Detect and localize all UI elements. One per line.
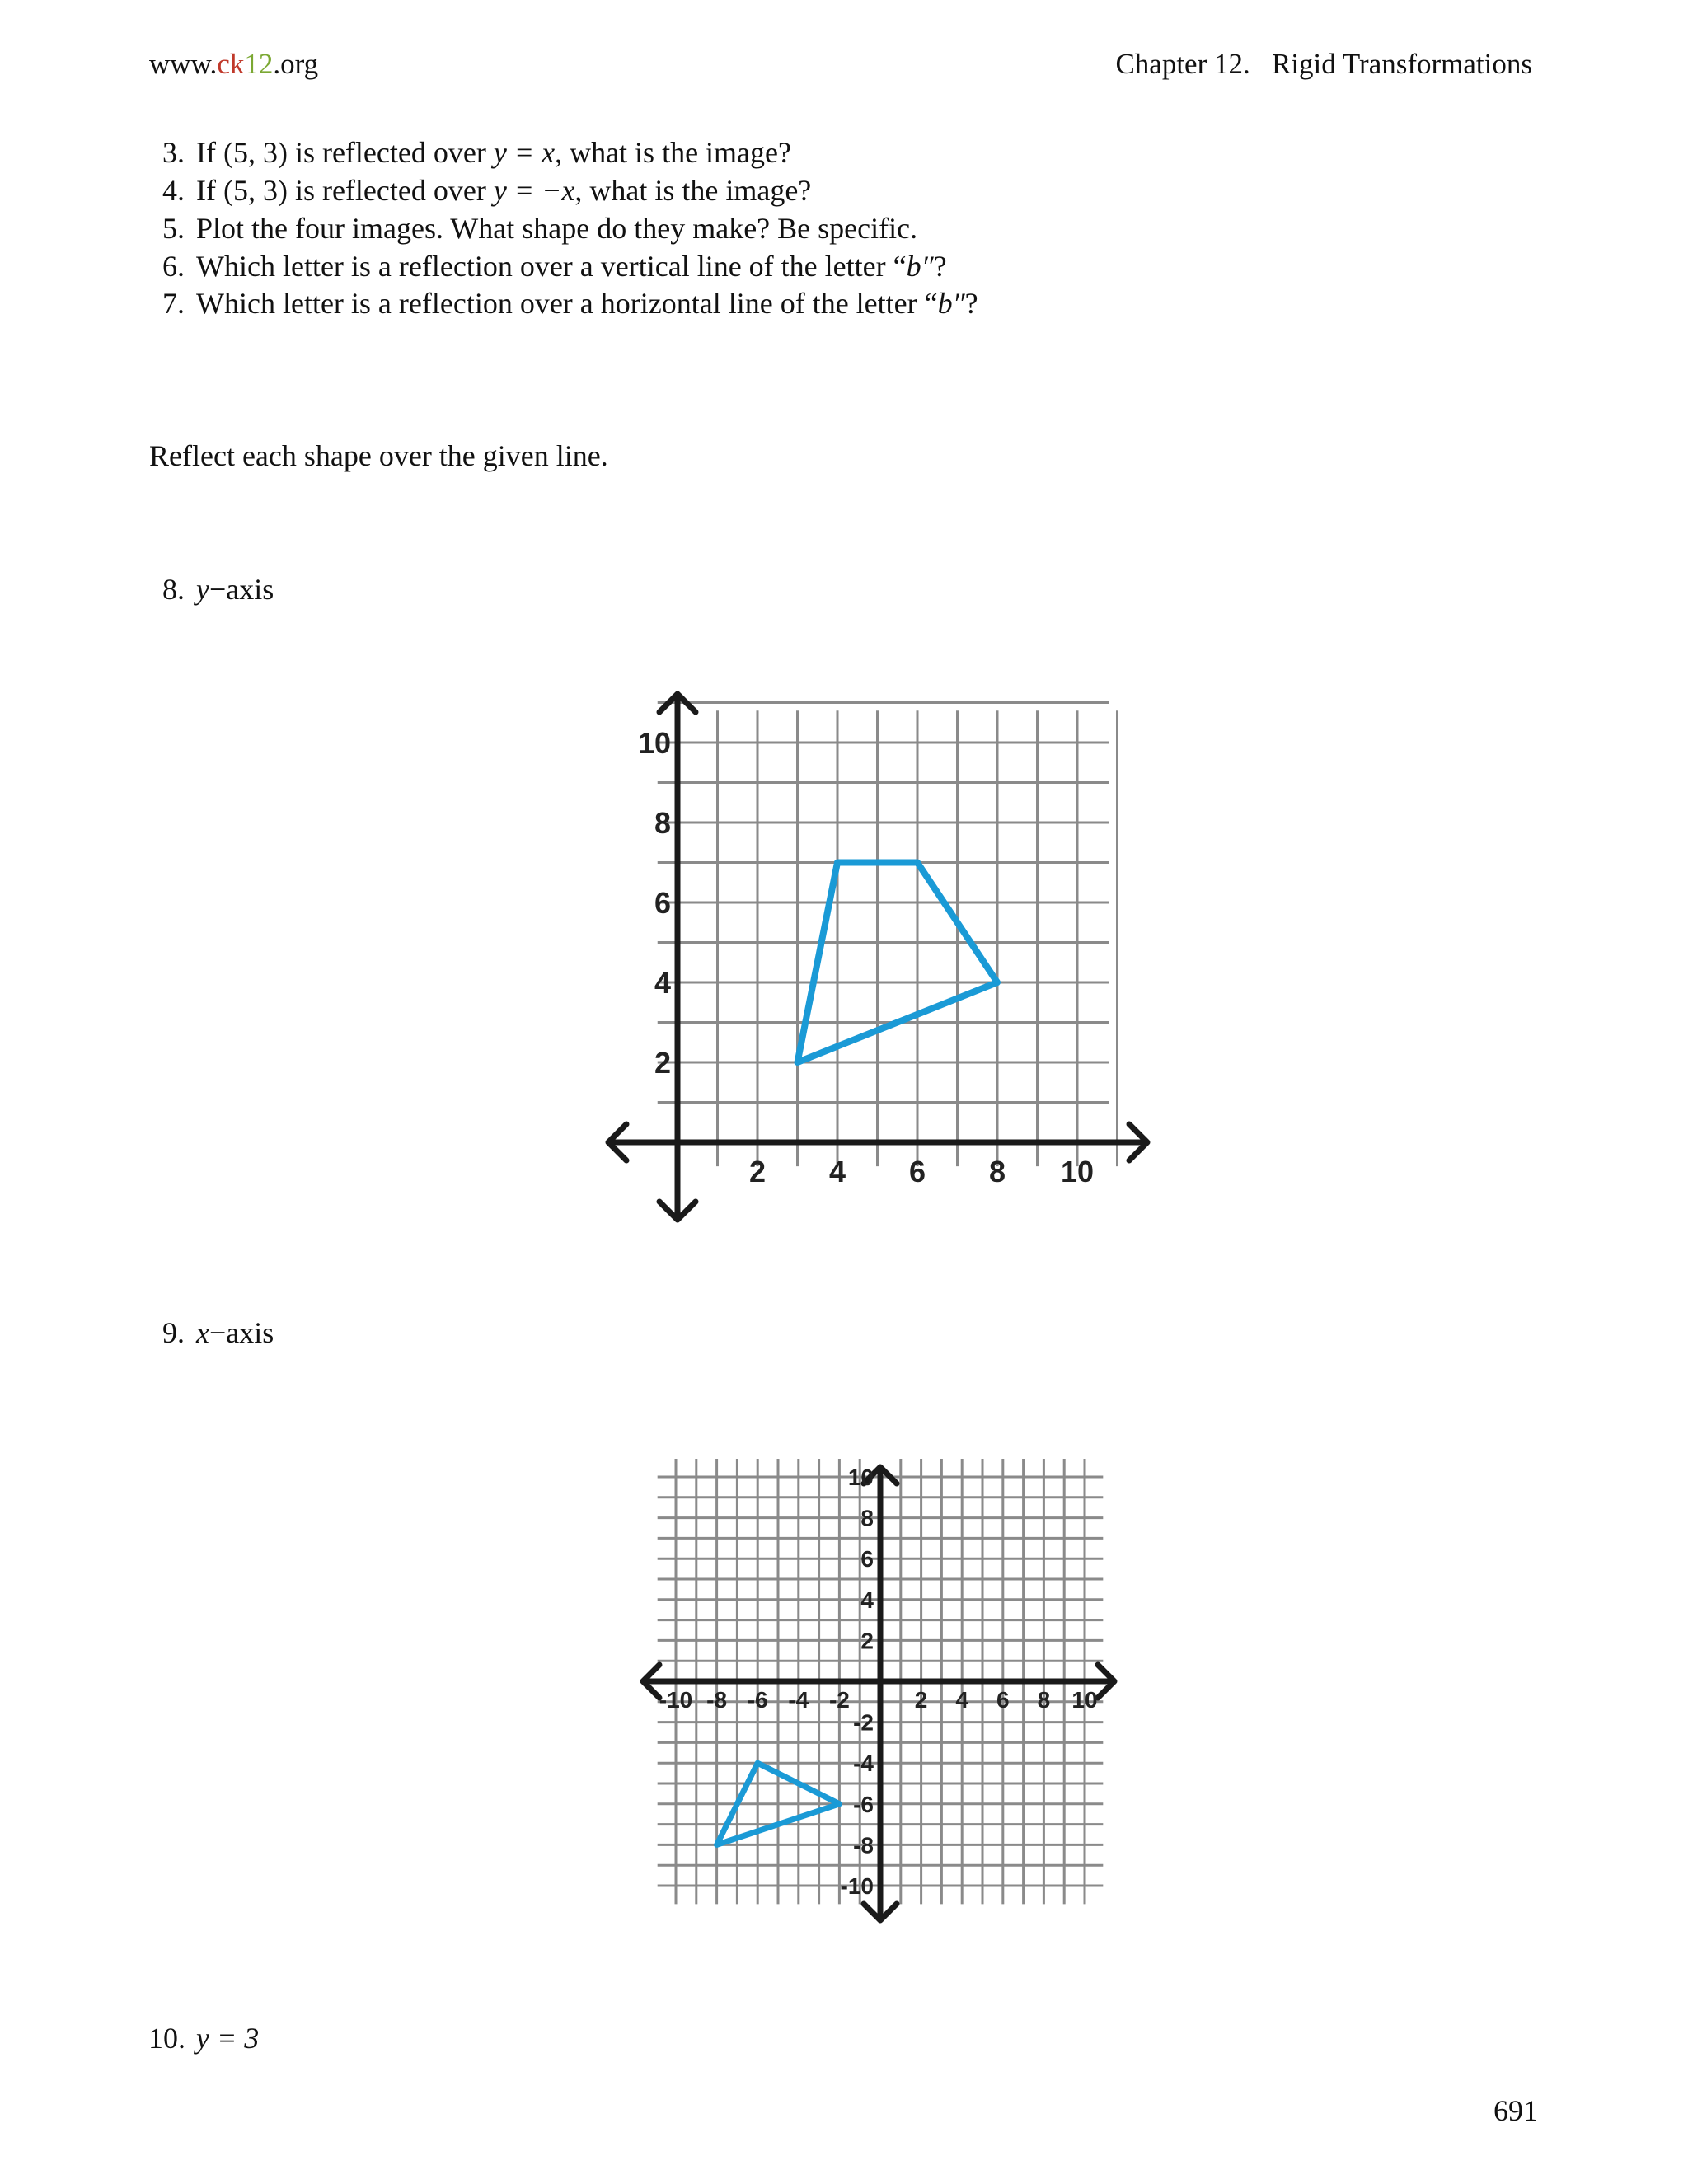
x-tick-label: -4 [788, 1687, 809, 1713]
question-text: Which letter is a reflection over a vertical line of the letter “ [196, 250, 907, 283]
question-text-end: , what is the image? [555, 136, 791, 169]
chapter-title: Rigid Transformations [1271, 48, 1532, 80]
x-tick-label: -8 [706, 1687, 728, 1713]
question-number: 3. [162, 136, 185, 169]
question-text: −axis [209, 573, 274, 606]
site-suffix: .org [273, 48, 319, 80]
x-tick-label: 6 [996, 1687, 1010, 1713]
quadrilateral-shape [798, 863, 998, 1063]
x-tick-label: 6 [908, 1155, 926, 1188]
question-number: 8. [162, 573, 185, 606]
y-tick-label: 6 [860, 1546, 874, 1572]
question-math: y = 3 [196, 2022, 260, 2055]
x-tick-label: 10 [1060, 1155, 1095, 1188]
x-tick-label: 10 [1071, 1687, 1098, 1713]
question-9 [148, 1314, 274, 1352]
y-tick-label: 4 [654, 966, 671, 1000]
question-7 [148, 284, 978, 322]
question-8 [148, 570, 274, 608]
header-chapter [1115, 48, 1532, 81]
question-math: b″ [906, 250, 934, 283]
question-number: 4. [162, 174, 185, 207]
site-ck: ck [217, 48, 245, 80]
x-tick-label: -10 [659, 1687, 693, 1713]
instructions: Reflect each shape over the given line. [149, 439, 608, 472]
question-6 [148, 247, 947, 285]
question-number: 5. [162, 212, 185, 245]
x-tick-label: 4 [955, 1687, 968, 1713]
question-math: y = −x [493, 174, 575, 207]
x-tick-label: -2 [828, 1687, 850, 1713]
graph-2 [635, 1459, 1121, 1929]
y-tick-label: -2 [853, 1709, 874, 1736]
y-tick-label: -4 [853, 1750, 874, 1777]
question-text: Plot the four images. What shape do they make? Be specific. [196, 212, 918, 245]
question-text: If (5, 3) is reflected over [196, 136, 494, 169]
question-number: 6. [162, 250, 185, 283]
question-text: −axis [209, 1316, 274, 1349]
question-text: If (5, 3) is reflected over [196, 174, 494, 207]
y-tick-label: -8 [853, 1832, 874, 1858]
y-tick-label: 4 [860, 1586, 874, 1613]
x-tick-label: 8 [988, 1155, 1006, 1188]
y-tick-label: 8 [654, 806, 671, 840]
site-12: 12 [244, 48, 274, 80]
x-tick-label: -6 [747, 1687, 768, 1713]
y-tick-label: 10 [847, 1465, 874, 1490]
question-5 [148, 209, 917, 247]
question-3 [148, 134, 791, 171]
y-tick-label: -10 [840, 1873, 874, 1899]
y-tick-label: 10 [637, 726, 671, 760]
page-number: 691 [1493, 2094, 1538, 2127]
y-tick-label: -6 [853, 1791, 874, 1817]
x-tick-label: 8 [1037, 1687, 1051, 1713]
question-10 [148, 2019, 259, 2057]
question-text: Which letter is a reflection over a horizontal line of the letter “ [196, 287, 938, 320]
question-text-end: ? [964, 287, 978, 320]
question-text-end: , what is the image? [574, 174, 812, 207]
question-math: y [196, 573, 209, 606]
y-tick-label: 2 [654, 1046, 671, 1080]
x-tick-label: 4 [828, 1155, 846, 1188]
y-tick-label: 6 [654, 886, 671, 920]
x-tick-label: 2 [748, 1155, 767, 1188]
y-tick-label: 2 [860, 1628, 874, 1654]
question-math: y = x [493, 136, 556, 169]
header-site [149, 48, 318, 81]
question-number: 9. [162, 1316, 185, 1349]
y-tick-label: 8 [860, 1505, 874, 1531]
question-math: b″ [937, 287, 965, 320]
question-math: x [196, 1316, 209, 1349]
site-prefix: www. [149, 48, 218, 80]
question-number: 10. [148, 2022, 185, 2055]
question-text-end: ? [933, 250, 947, 283]
chapter-label: Chapter 12. [1115, 48, 1250, 80]
question-4 [148, 171, 811, 209]
question-number: 7. [162, 287, 185, 320]
x-tick-label: 2 [914, 1687, 928, 1713]
graph-1 [602, 684, 1162, 1236]
